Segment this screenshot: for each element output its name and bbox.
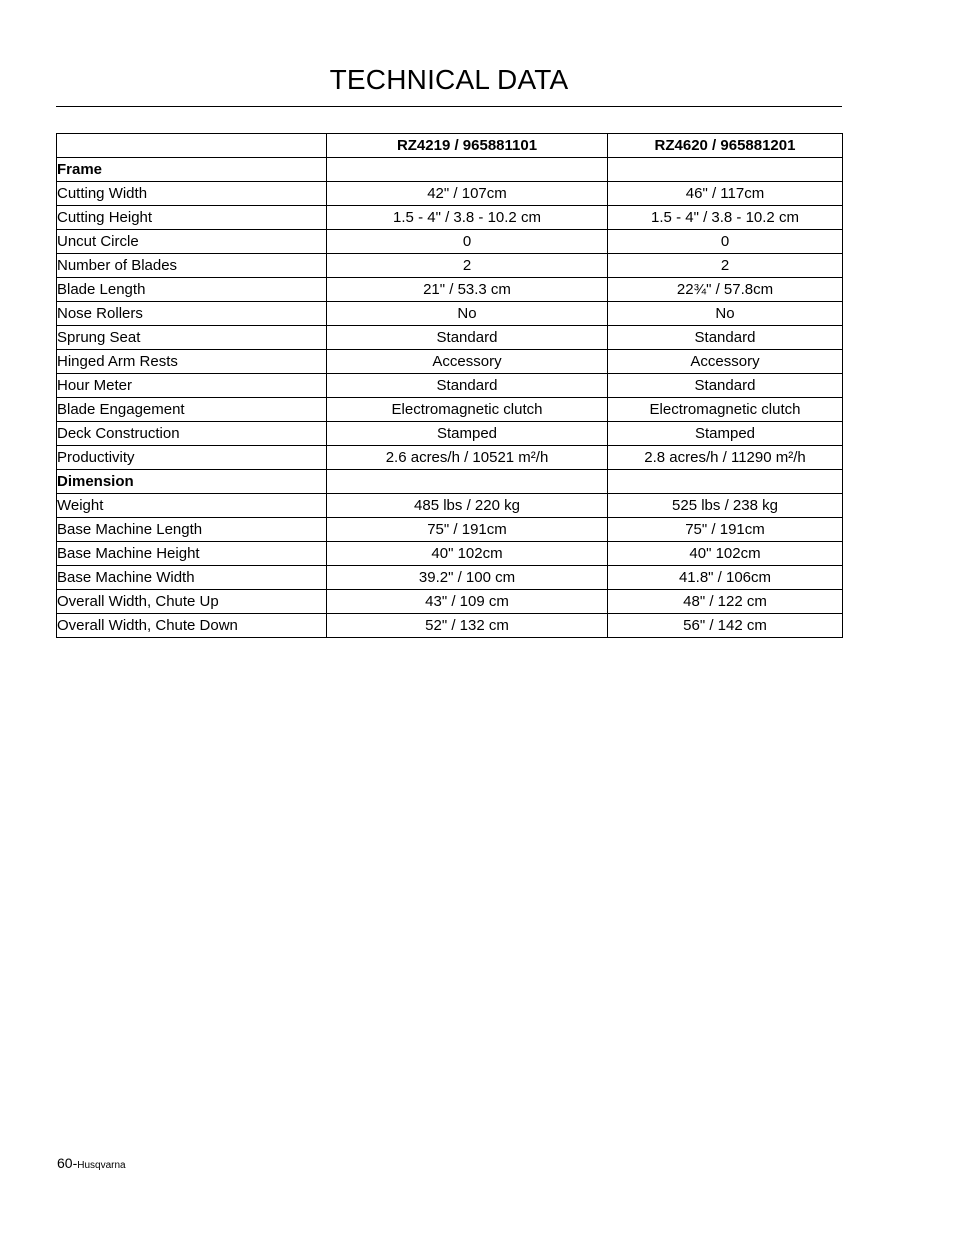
section-empty-cell [608,158,843,182]
page-number: 60- [57,1155,78,1171]
technical-data-table [56,133,843,638]
table-row [57,350,843,374]
spec-value-model-1: No [327,302,608,326]
spec-value-model-1: 42" / 107cm [327,182,608,206]
spec-value-model-2: Electromagnetic clutch [608,398,843,422]
table-header-row [57,134,843,158]
table-row [57,398,843,422]
spec-value-model-2: 46" / 117cm [608,182,843,206]
table-row [57,302,843,326]
table-row [57,422,843,446]
table-row [57,278,843,302]
spec-value-model-2: Stamped [608,422,843,446]
table-row [57,494,843,518]
section-row [57,470,843,494]
spec-label: Sprung Seat [57,326,327,350]
spec-value-model-1: Stamped [327,422,608,446]
section-row [57,158,843,182]
spec-value-model-1: Standard [327,374,608,398]
section-empty-cell [327,158,608,182]
table-row [57,518,843,542]
spec-value-model-1: 0 [327,230,608,254]
spec-value-model-2: 56" / 142 cm [608,614,843,638]
table-row [57,182,843,206]
table-row [57,614,843,638]
spec-value-model-2: 41.8" / 106cm [608,566,843,590]
spec-value-model-1: 485 lbs / 220 kg [327,494,608,518]
spec-value-model-1: Electromagnetic clutch [327,398,608,422]
spec-label: Weight [57,494,327,518]
spec-label: Overall Width, Chute Down [57,614,327,638]
spec-label: Base Machine Height [57,542,327,566]
header-cell-empty [57,134,327,158]
table-row [57,446,843,470]
header-cell-model-1: RZ4219 / 965881101 [327,134,608,158]
spec-label: Cutting Height [57,206,327,230]
spec-value-model-1: Accessory [327,350,608,374]
spec-label: Overall Width, Chute Up [57,590,327,614]
spec-label: Blade Engagement [57,398,327,422]
spec-value-model-1: 40" 102cm [327,542,608,566]
spec-value-model-1: 52" / 132 cm [327,614,608,638]
table-row [57,542,843,566]
table-row [57,566,843,590]
spec-value-model-2: 1.5 - 4" / 3.8 - 10.2 cm [608,206,843,230]
spec-label: Base Machine Width [57,566,327,590]
spec-value-model-1: 21" / 53.3 cm [327,278,608,302]
section-label: Dimension [57,470,327,494]
spec-label: Hinged Arm Rests [57,350,327,374]
spec-value-model-2: 2.8 acres/h / 11290 m²/h [608,446,843,470]
table-row [57,374,843,398]
spec-value-model-2: 75" / 191cm [608,518,843,542]
title-divider [56,106,842,107]
table-body [57,158,843,638]
spec-value-model-2: 2 [608,254,843,278]
spec-label: Blade Length [57,278,327,302]
spec-label: Nose Rollers [57,302,327,326]
spec-value-model-2: Standard [608,374,843,398]
spec-value-model-2: 48" / 122 cm [608,590,843,614]
section-label: Frame [57,158,327,182]
section-empty-cell [608,470,843,494]
spec-label: Uncut Circle [57,230,327,254]
spec-value-model-1: 2 [327,254,608,278]
spec-value-model-2: 525 lbs / 238 kg [608,494,843,518]
page-footer [57,1155,126,1174]
table-row [57,254,843,278]
brand-name: Husqvarna [77,1160,126,1171]
table-row [57,590,843,614]
spec-value-model-1: 1.5 - 4" / 3.8 - 10.2 cm [327,206,608,230]
spec-label: Base Machine Length [57,518,327,542]
spec-label: Deck Construction [57,422,327,446]
page-title: TECHNICAL DATA [329,64,569,95]
table-row [57,206,843,230]
header-cell-model-2: RZ4620 / 965881201 [608,134,843,158]
spec-value-model-2: 22¾" / 57.8cm [608,278,843,302]
spec-value-model-1: 2.6 acres/h / 10521 m²/h [327,446,608,470]
spec-label: Productivity [57,446,327,470]
spec-value-model-1: 39.2" / 100 cm [327,566,608,590]
spec-value-model-2: 40" 102cm [608,542,843,566]
spec-value-model-1: Standard [327,326,608,350]
spec-label: Hour Meter [57,374,327,398]
spec-label: Cutting Width [57,182,327,206]
spec-value-model-2: Standard [608,326,843,350]
table-row [57,326,843,350]
spec-value-model-1: 43" / 109 cm [327,590,608,614]
spec-value-model-2: No [608,302,843,326]
spec-value-model-1: 75" / 191cm [327,518,608,542]
spec-value-model-2: Accessory [608,350,843,374]
spec-value-model-2: 0 [608,230,843,254]
table-row [57,230,843,254]
spec-label: Number of Blades [57,254,327,278]
section-empty-cell [327,470,608,494]
